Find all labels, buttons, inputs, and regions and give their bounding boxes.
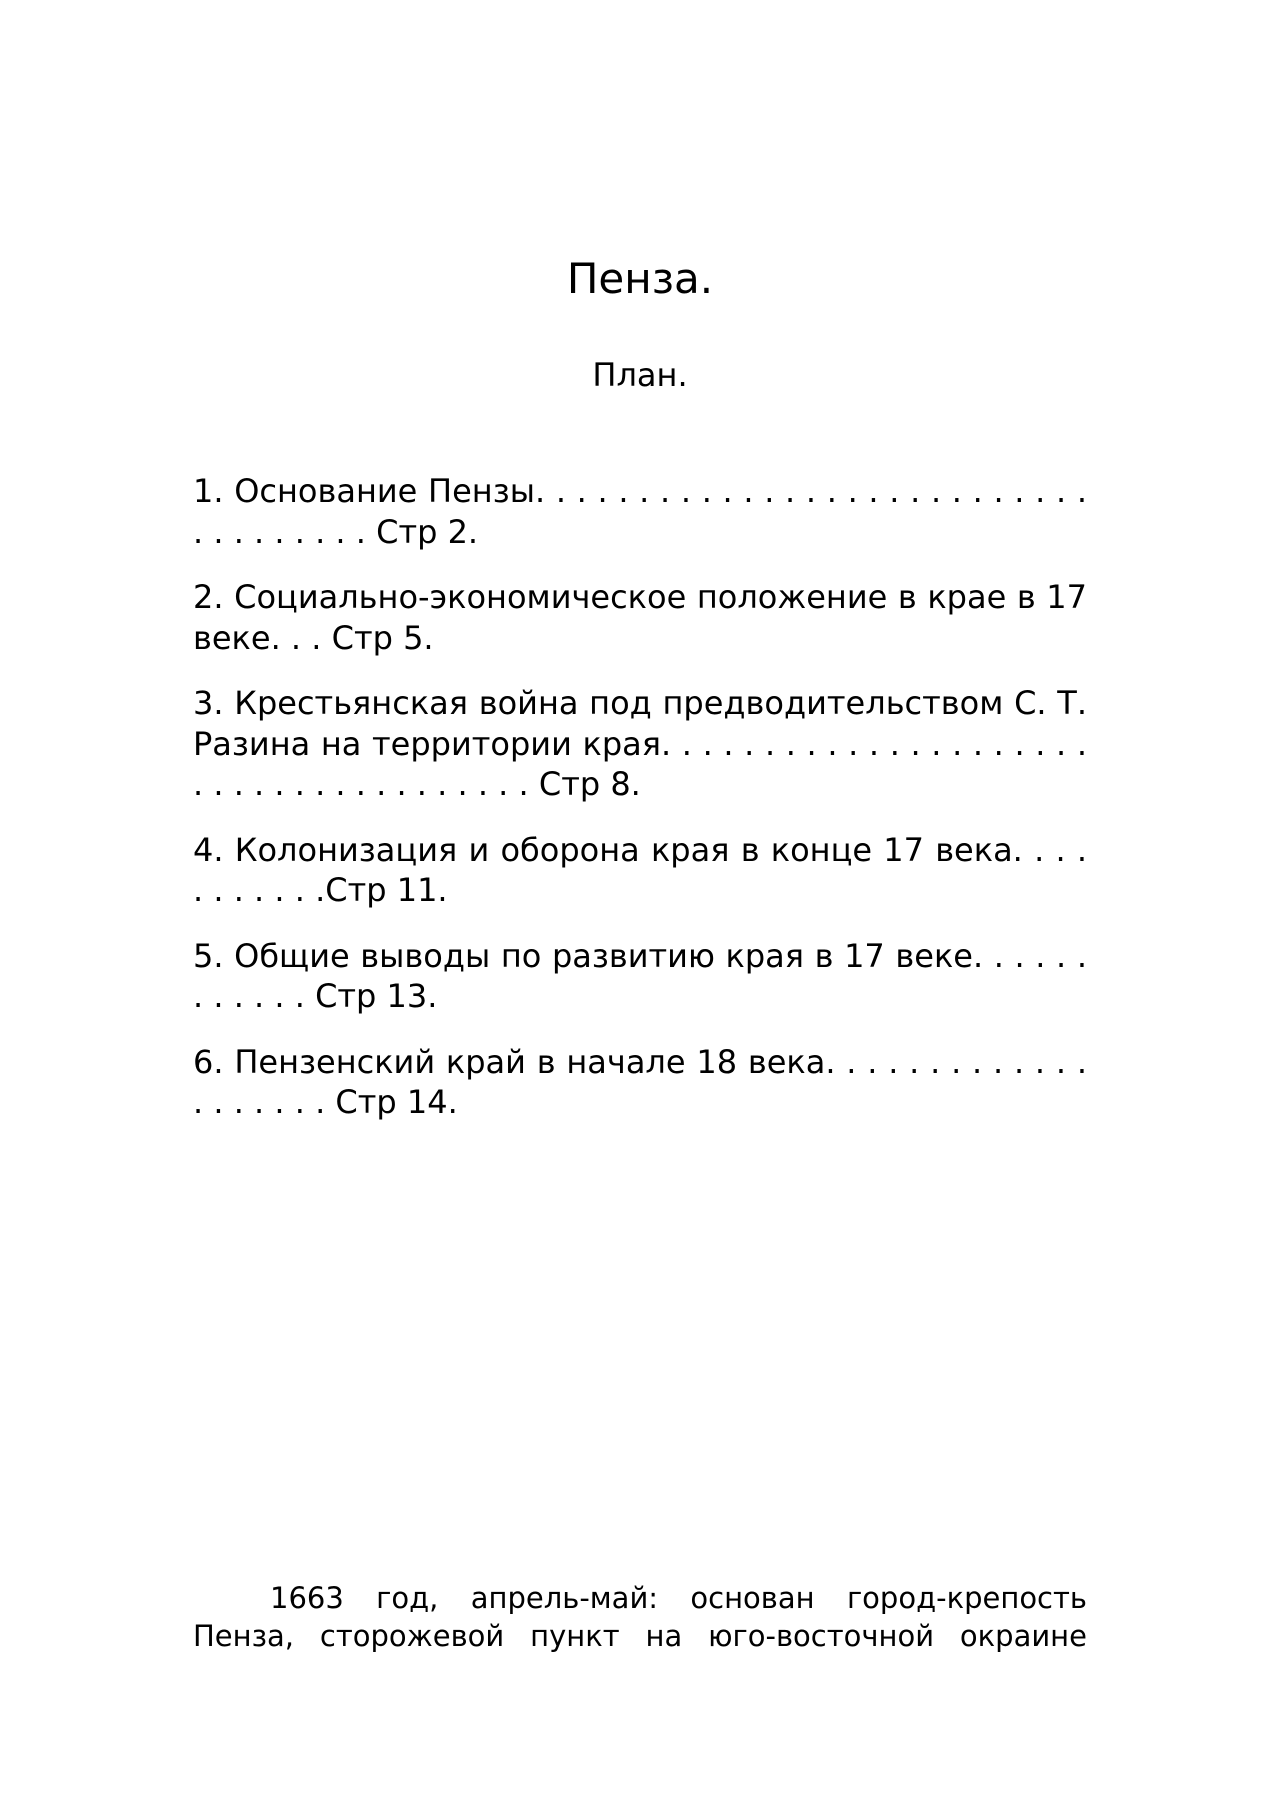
plan-heading: План. [592, 356, 688, 394]
table-of-contents [193, 471, 1087, 1148]
document-title: Пенза. [566, 254, 714, 303]
toc-item-3: 3. Крестьянская война под предводительством С. Т. Разина на территории края. . . . . . . . . . . . . . . . . . . . . . . . . . . . . . . . . . . . . . Стр 8. [193, 684, 1087, 803]
toc-item-2: 2. Социально-экономическое положение в крае в 17 веке. . . Стр 5. [193, 578, 1087, 657]
toc-item-5: 5. Общие выводы по развитию края в 17 веке. . . . . . . . . . . . Стр 13. [193, 936, 1087, 1015]
toc-item-1: 1. Основание Пензы. . . . . . . . . . . . . . . . . . . . . . . . . . . . . . . . . . . . Стр 2. [193, 472, 1087, 551]
toc-item-4: 4. Колонизация и оборона края в конце 17 века. . . . . . . . . . .Стр 11. [193, 830, 1087, 909]
body-paragraph: 1663 год, апрель-май: основан город-крепость Пенза, сторожевой пункт на юго-восточной окраине [193, 1581, 1087, 1653]
toc-item-6: 6. Пензенский край в начале 18 века. . . . . . . . . . . . . . . . . . . . Стр 14. [193, 1042, 1087, 1121]
